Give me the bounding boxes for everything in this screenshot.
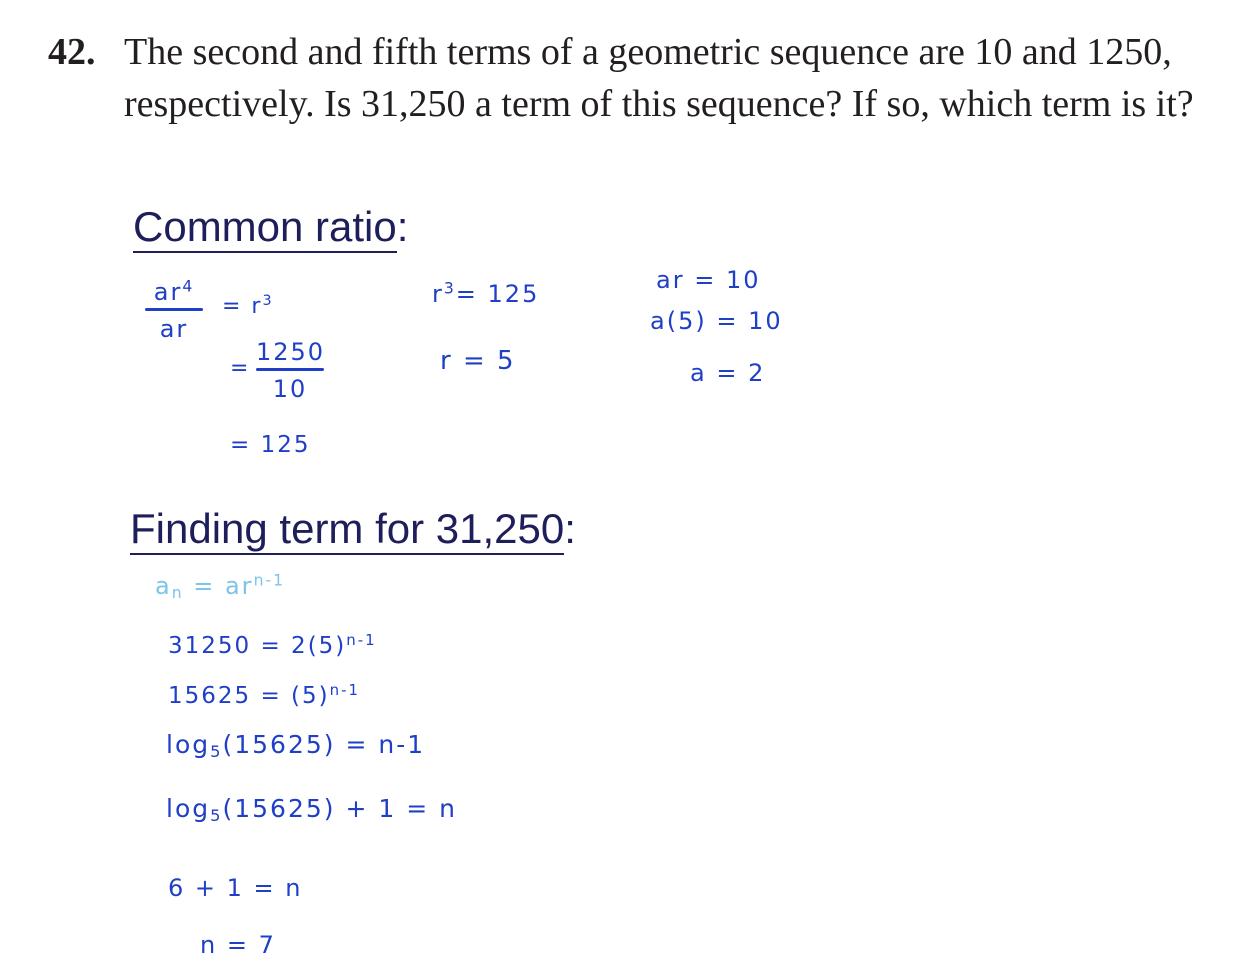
finding-term-heading-colon: : [564,505,576,552]
fraction-ar4-over-ar [145,277,203,343]
problem-statement: The second and fifth terms of a geometric sequence are 10 and 1250, respectively. Is 31,250 a term of this sequence? If so, which term is it? [124,31,1194,125]
fraction-bar [256,368,324,371]
common-ratio-heading-colon: : [396,203,409,250]
equation-line-1: $31250 = 2(5)^{n-1}$ [168,630,377,659]
finding-term-heading-text: Finding term for 31,250 [130,505,564,555]
equals-r-cubed: = $r^3$ [222,293,274,319]
fraction-numerator: 1250 [256,338,326,366]
r-cubed-eq-125: $r^3= 125$ [432,279,540,308]
fraction-1250-over-10 [256,340,324,401]
r-eq-5: r = 5 [440,346,516,376]
fraction-bar [145,308,203,311]
finding-term-heading [130,505,576,552]
a5-eq-10: a(5) = 10 [650,307,783,335]
fraction-denominator: ar [159,315,189,343]
equation-line-3: $\log_5(15625) = n-1$ [166,730,426,762]
answer-n-eq-7: n = 7 [200,931,276,959]
fraction-denominator: 10 [272,375,308,403]
a-eq-2: a = 2 [690,359,766,387]
equation-line-4: $\log_5(15625) + 1 = n$ [166,794,457,826]
problem-number: 42. [48,31,96,73]
equation-line-2: $15625 = (5)^{n-1}$ [168,680,361,709]
common-ratio-heading-text: Common ratio [133,203,397,253]
common-ratio-heading [133,203,409,250]
equation-line-5: 6 + 1 = n [168,874,303,902]
general-term-formula: $a_n = ar^{n-1}$ [155,571,285,602]
fraction-numerator: $ar^4$ [153,277,195,306]
equals-sign-2: = [230,356,251,381]
equals-125: = 125 [230,432,311,458]
ar-eq-10: ar = 10 [656,266,761,294]
